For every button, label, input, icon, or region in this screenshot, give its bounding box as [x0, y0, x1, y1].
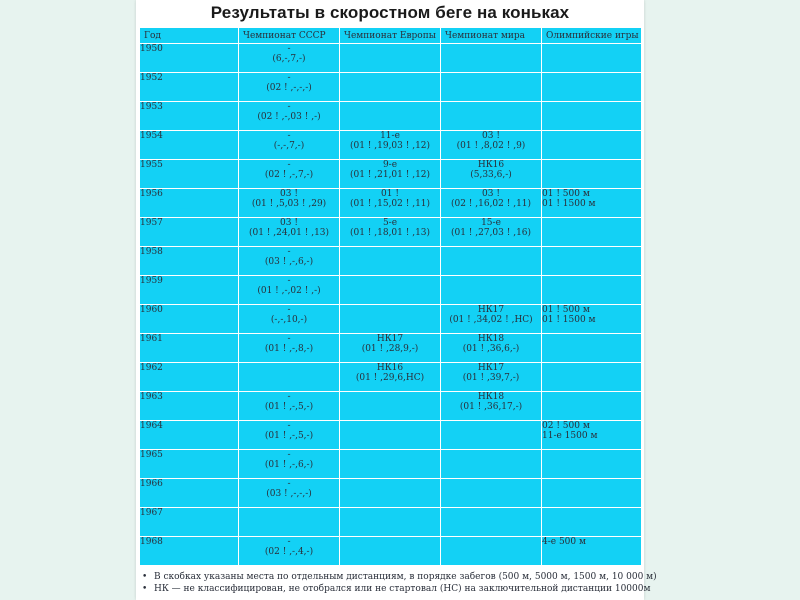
cell-line: (01 ! ,18,01 ! ,13) [349, 228, 431, 238]
table-row [140, 102, 642, 131]
cell-line: 11-е [380, 131, 400, 141]
cell-olympics [542, 73, 642, 102]
cell-olympics [542, 363, 642, 392]
cell-line: 01 ! 500 м [542, 305, 590, 315]
bullet-icon: • [142, 584, 148, 594]
cell-ussr [239, 73, 340, 102]
table-row [140, 305, 642, 334]
cell-world [441, 334, 542, 363]
cell-ussr [239, 44, 340, 73]
cell-line: НК16 [477, 160, 505, 170]
cell-europe [340, 131, 441, 160]
cell-europe [340, 73, 441, 102]
cell-year: 1952 [140, 73, 239, 102]
cell-line: - [287, 537, 291, 547]
cell-year: 1964 [140, 421, 239, 450]
cell-line: - [287, 276, 291, 286]
cell-year: 1960 [140, 305, 239, 334]
cell-line: (01 ! ,-,8,-) [264, 344, 314, 354]
cell-world [441, 276, 542, 305]
slide-title: Результаты в скоростном беге на коньках [210, 3, 570, 22]
table-row [140, 160, 642, 189]
cell-year: 1963 [140, 392, 239, 421]
table-row [140, 450, 642, 479]
cell-line: - [287, 334, 291, 344]
cell-ussr [239, 218, 340, 247]
cell-line: НК18 [477, 334, 505, 344]
cell-ussr [239, 508, 340, 537]
cell-line: (01 ! ,8,02 ! ,9) [456, 141, 526, 151]
bullet-icon: • [142, 572, 148, 582]
header-europe: Чемпионат Европы [340, 28, 441, 44]
cell-ussr [239, 160, 340, 189]
cell-world [441, 102, 542, 131]
cell-year: 1965 [140, 450, 239, 479]
cell-ussr [239, 421, 340, 450]
cell-europe [340, 421, 441, 450]
cell-ussr [239, 276, 340, 305]
cell-line: - [287, 44, 291, 54]
cell-line: - [287, 160, 291, 170]
cell-europe [340, 44, 441, 73]
cell-europe [340, 363, 441, 392]
cell-world [441, 537, 542, 566]
table-row [140, 392, 642, 421]
cell-olympics [542, 537, 642, 566]
cell-world [441, 421, 542, 450]
cell-line: НК17 [376, 334, 404, 344]
cell-line: НК17 [477, 363, 505, 373]
cell-line: (02 ! ,-,03 ! ,-) [257, 112, 321, 122]
cell-line: (01 ! ,39,7,-) [462, 373, 520, 383]
results-table [139, 27, 642, 566]
cell-year: 1961 [140, 334, 239, 363]
cell-olympics [542, 189, 642, 218]
cell-line: (01 ! ,5,03 ! ,29) [251, 199, 327, 209]
cell-ussr [239, 305, 340, 334]
cell-line: 9-е [382, 160, 398, 170]
cell-world [441, 363, 542, 392]
cell-year: 1957 [140, 218, 239, 247]
cell-line: - [287, 479, 291, 489]
cell-line: (01 ! ,19,03 ! ,12) [349, 141, 431, 151]
table-row [140, 508, 642, 537]
cell-line: 15-е [481, 218, 501, 228]
table-row [140, 131, 642, 160]
cell-line: (01 ! ,15,02 ! ,11) [349, 199, 431, 209]
cell-line: - [287, 131, 291, 141]
cell-olympics [542, 305, 642, 334]
cell-europe [340, 160, 441, 189]
cell-olympics [542, 334, 642, 363]
cell-line: (03 ! ,-,-,-) [266, 489, 312, 499]
cell-olympics [542, 508, 642, 537]
footnote [142, 583, 651, 595]
cell-europe [340, 479, 441, 508]
table-row [140, 537, 642, 566]
cell-line: (02 ! ,-,-,-) [266, 83, 312, 93]
cell-olympics [542, 131, 642, 160]
cell-olympics [542, 247, 642, 276]
cell-line: НК18 [477, 392, 505, 402]
cell-line: (02 ! ,-,7,-) [264, 170, 314, 180]
table-row [140, 73, 642, 102]
cell-line: 01 ! 1500 м [542, 199, 596, 209]
table-row [140, 44, 642, 73]
cell-line: (01 ! ,29,6,НС) [355, 373, 425, 383]
cell-line: (01 ! ,27,03 ! ,16) [450, 228, 532, 238]
cell-year: 1956 [140, 189, 239, 218]
cell-world [441, 479, 542, 508]
cell-world [441, 450, 542, 479]
cell-europe [340, 102, 441, 131]
cell-world [441, 392, 542, 421]
cell-year: 1968 [140, 537, 239, 566]
cell-line: (01 ! ,-,5,-) [264, 402, 314, 412]
table-row [140, 247, 642, 276]
cell-europe [340, 450, 441, 479]
cell-line: 01 ! 1500 м [542, 315, 596, 325]
cell-ussr [239, 247, 340, 276]
cell-europe [340, 537, 441, 566]
cell-line: - [287, 450, 291, 460]
cell-ussr [239, 334, 340, 363]
table-body [140, 44, 642, 566]
table-row [140, 479, 642, 508]
cell-olympics [542, 479, 642, 508]
slide [136, 0, 657, 600]
cell-europe [340, 305, 441, 334]
cell-ussr [239, 537, 340, 566]
cell-line: 01 ! [381, 189, 399, 199]
cell-olympics [542, 218, 642, 247]
cell-line: (01 ! ,-,02 ! ,-) [257, 286, 321, 296]
cell-line: - [287, 102, 291, 112]
cell-line: (-,-,10,-) [270, 315, 308, 325]
cell-line: (-,-,7,-) [273, 141, 305, 151]
header-row [140, 28, 642, 44]
cell-line: (01 ! ,28,9,-) [361, 344, 419, 354]
cell-line: (03 ! ,-,6,-) [264, 257, 314, 267]
footnote-text: НК — не классифицирован, не отобрался или не стартовал (НС) на заключительной дистанции 10000м [154, 584, 651, 594]
cell-line: 11-е 1500 м [542, 431, 598, 441]
cell-line: (01 ! ,24,01 ! ,13) [248, 228, 330, 238]
table-row [140, 218, 642, 247]
footnotes [142, 571, 657, 595]
header-world: Чемпионат мира [441, 28, 542, 44]
cell-ussr [239, 363, 340, 392]
cell-ussr [239, 131, 340, 160]
cell-line: 03 ! [280, 189, 298, 199]
cell-year: 1958 [140, 247, 239, 276]
cell-line: (01 ! ,34,02 ! ,НС) [449, 315, 533, 325]
cell-line: (01 ! ,-,6,-) [264, 460, 314, 470]
cell-world [441, 44, 542, 73]
cell-line: 02 ! 500 м [542, 421, 590, 431]
cell-ussr [239, 392, 340, 421]
cell-line: (02 ! ,-,4,-) [264, 547, 314, 557]
cell-olympics [542, 421, 642, 450]
cell-europe [340, 276, 441, 305]
cell-line: (01 ! ,36,17,-) [459, 402, 523, 412]
cell-line: - [287, 73, 291, 83]
cell-line: - [287, 421, 291, 431]
cell-line: НК17 [477, 305, 505, 315]
cell-year: 1953 [140, 102, 239, 131]
cell-year: 1962 [140, 363, 239, 392]
cell-europe [340, 392, 441, 421]
cell-line: (6,-,7,-) [272, 54, 306, 64]
cell-line: 5-е [382, 218, 398, 228]
table-row [140, 334, 642, 363]
cell-year: 1954 [140, 131, 239, 160]
table-row [140, 276, 642, 305]
cell-line: - [287, 247, 291, 257]
cell-europe [340, 247, 441, 276]
table-row [140, 421, 642, 450]
cell-europe [340, 334, 441, 363]
cell-world [441, 508, 542, 537]
cell-world [441, 247, 542, 276]
cell-year: 1950 [140, 44, 239, 73]
cell-europe [340, 218, 441, 247]
cell-ussr [239, 189, 340, 218]
cell-year: 1967 [140, 508, 239, 537]
table-row [140, 189, 642, 218]
cell-line: (01 ! ,21,01 ! ,12) [349, 170, 431, 180]
footnote [142, 571, 657, 583]
cell-olympics [542, 450, 642, 479]
cell-olympics [542, 44, 642, 73]
cell-world [441, 189, 542, 218]
header-year: Год [140, 28, 239, 44]
cell-olympics [542, 102, 642, 131]
table-row [140, 363, 642, 392]
cell-line: (5,33,6,-) [470, 170, 512, 180]
cell-year: 1959 [140, 276, 239, 305]
footnote-text: В скобках указаны места по отдельным дистанциям, в порядке забегов (500 м, 5000 м, 1500 м, 10 000 м) [154, 572, 657, 582]
header-olympics: Олимпийские игры [542, 28, 642, 44]
cell-line: (01 ! ,36,6,-) [462, 344, 520, 354]
cell-world [441, 305, 542, 334]
cell-line: - [287, 392, 291, 402]
cell-year: 1955 [140, 160, 239, 189]
cell-world [441, 160, 542, 189]
cell-europe [340, 189, 441, 218]
cell-year: 1966 [140, 479, 239, 508]
cell-ussr [239, 479, 340, 508]
cell-world [441, 73, 542, 102]
cell-line: 01 ! 500 м [542, 189, 590, 199]
cell-olympics [542, 276, 642, 305]
cell-olympics [542, 392, 642, 421]
cell-line: 4-е 500 м [542, 537, 586, 547]
cell-ussr [239, 102, 340, 131]
cell-line: 03 ! [280, 218, 298, 228]
cell-world [441, 131, 542, 160]
cell-world [441, 218, 542, 247]
cell-line: 03 ! [482, 189, 500, 199]
cell-line: НК16 [376, 363, 404, 373]
cell-line: - [287, 305, 291, 315]
header-ussr: Чемпионат СССР [239, 28, 340, 44]
cell-olympics [542, 160, 642, 189]
cell-line: (02 ! ,16,02 ! ,11) [450, 199, 532, 209]
cell-line: 03 ! [482, 131, 500, 141]
cell-ussr [239, 450, 340, 479]
cell-europe [340, 508, 441, 537]
cell-line: (01 ! ,-,5,-) [264, 431, 314, 441]
